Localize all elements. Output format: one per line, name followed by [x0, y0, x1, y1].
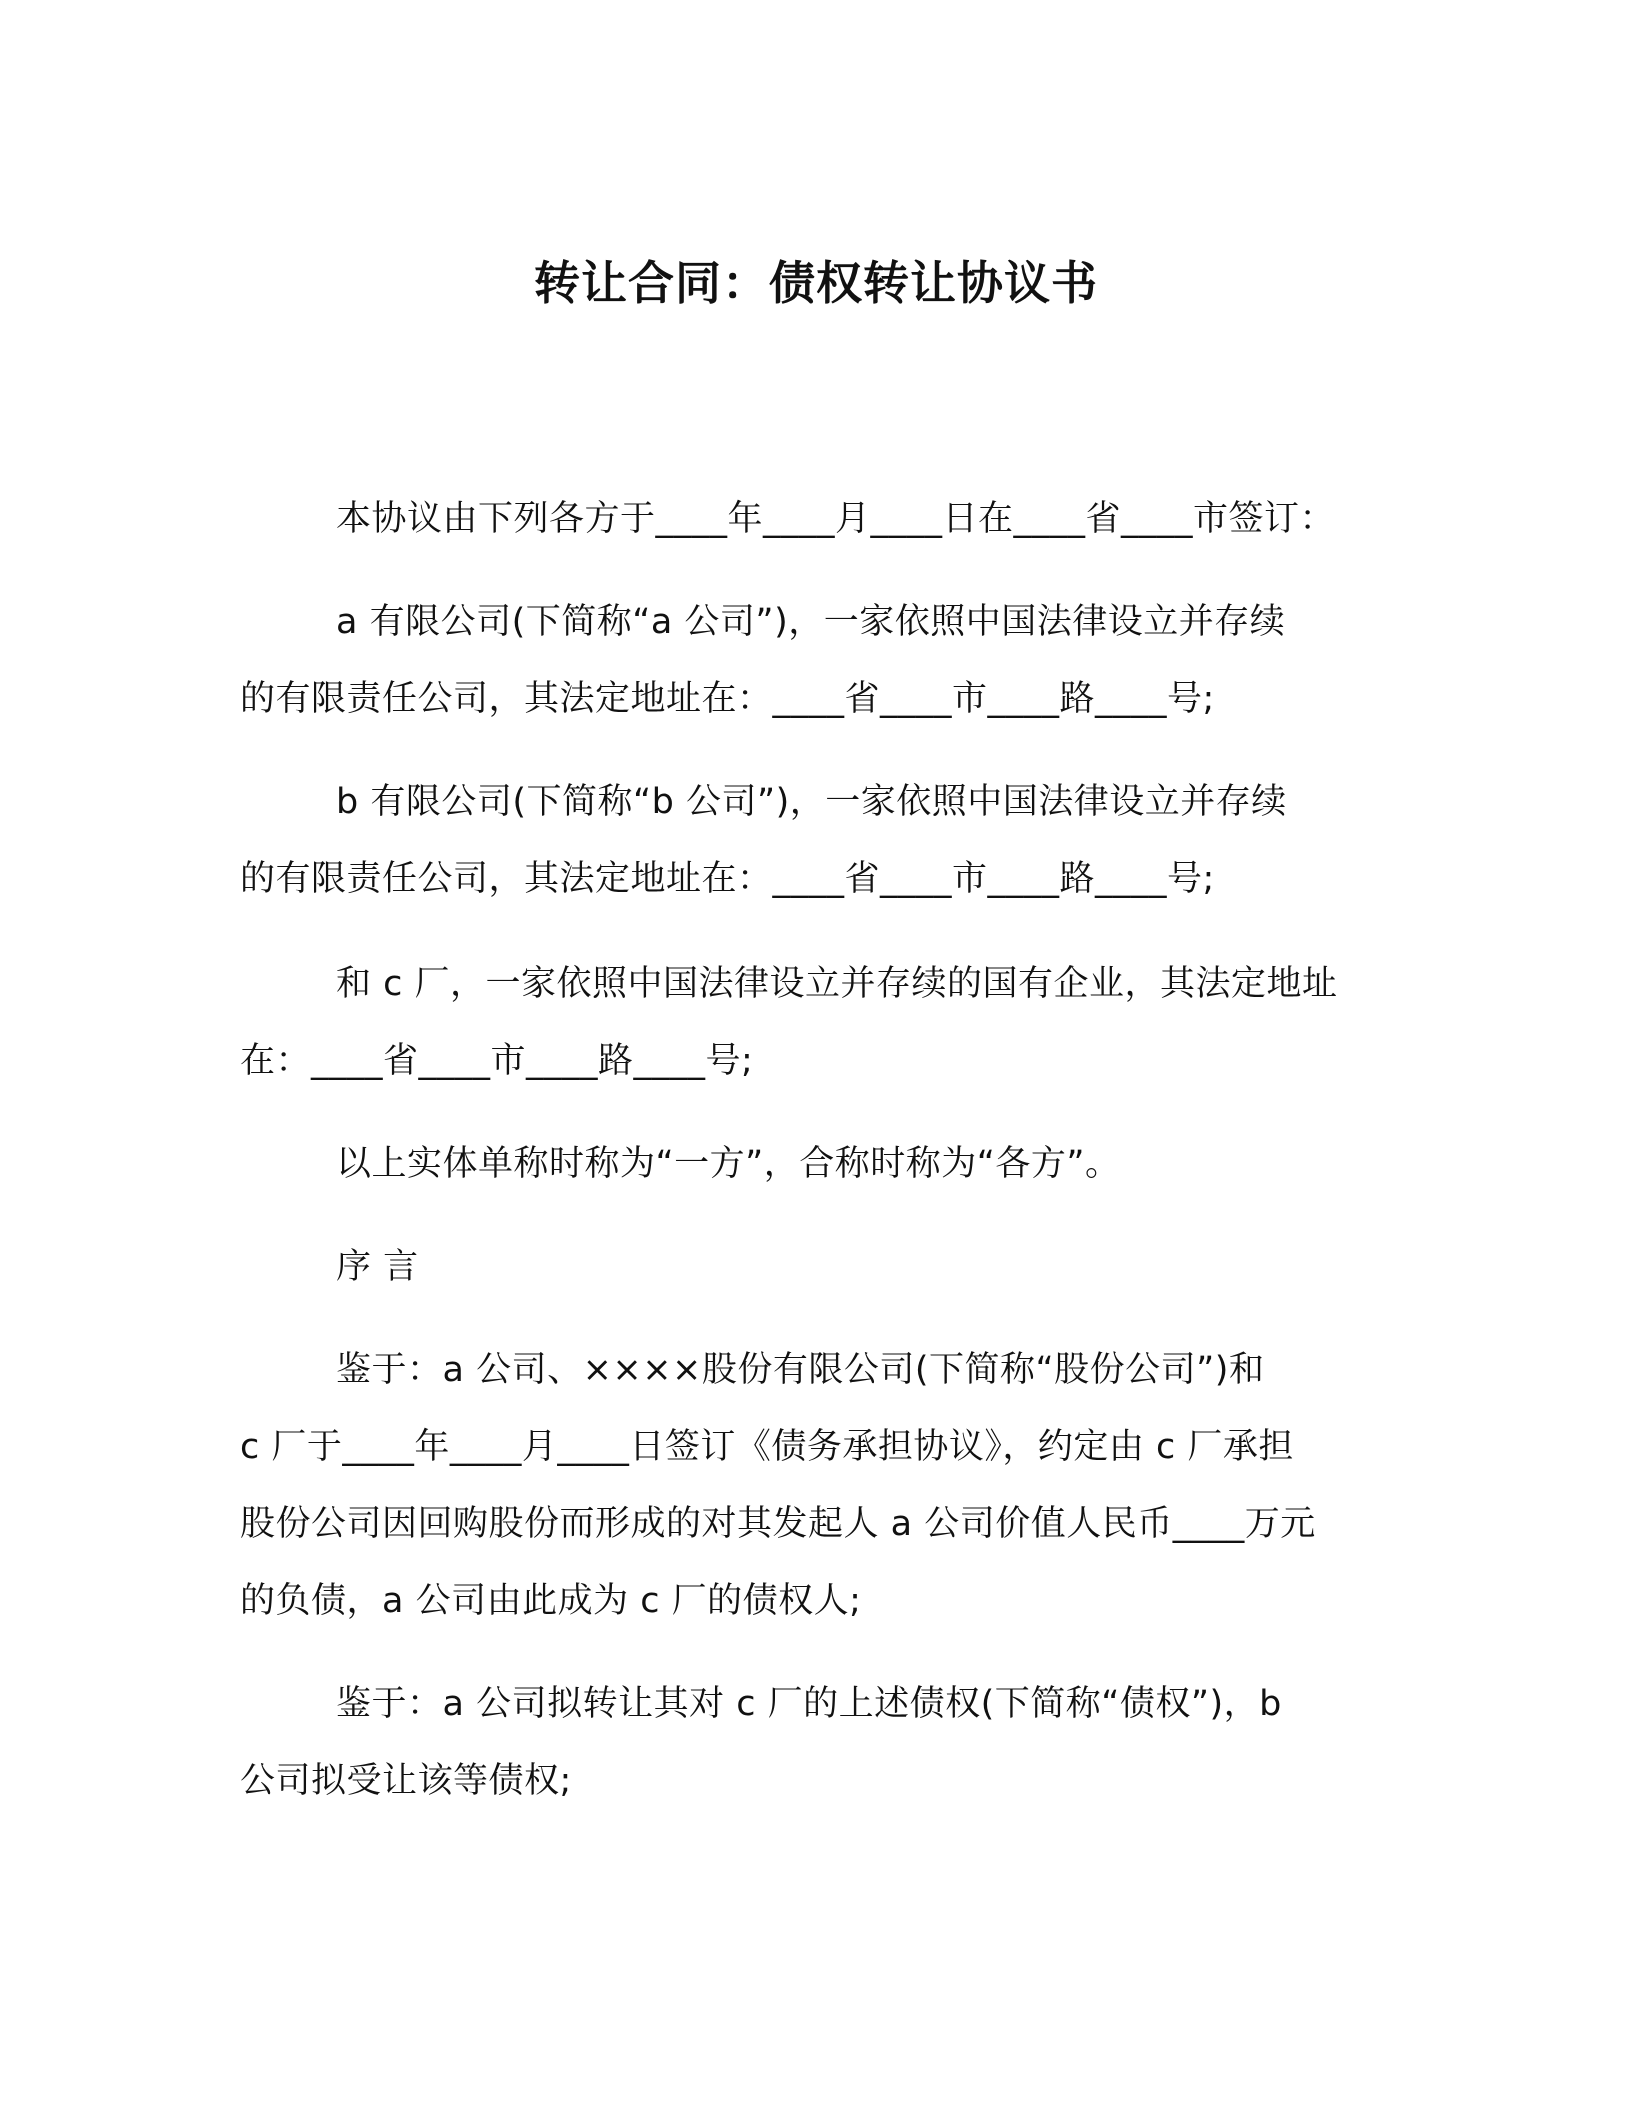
paragraph-line: 和 c 厂，一家依照中国法律设立并存续的国有企业，其法定地址 — [336, 964, 1338, 1004]
section-heading-preamble — [240, 1229, 1410, 1306]
paragraph-line: 股份公司因回购股份而形成的对其发起人 a 公司价值人民币____万元 — [240, 1504, 1316, 1544]
paragraph-line: c 厂于____年____月____日签订《债务承担协议》，约定由 c 厂承担 — [240, 1427, 1294, 1467]
paragraph-party-a — [240, 584, 1410, 738]
paragraph-whereas-2 — [240, 1666, 1410, 1820]
paragraph-definitions — [240, 1126, 1410, 1203]
paragraph-line: 的有限责任公司，其法定地址在：____省____市____路____号; — [240, 679, 1215, 719]
paragraph-line: 以上实体单称时称为“一方”，合称时称为“各方”。 — [336, 1144, 1121, 1184]
paragraph-line: 的有限责任公司，其法定地址在：____省____市____路____号; — [240, 859, 1215, 899]
paragraph-line: 鉴于：a 公司、××××股份有限公司(下简称“股份公司”)和 — [336, 1350, 1265, 1390]
paragraph-party-b — [240, 764, 1410, 918]
paragraph-line: a 有限公司(下简称“a 公司”)，一家依照中国法律设立并存续 — [336, 602, 1286, 642]
paragraph-line: b 有限公司(下简称“b 公司”)，一家依照中国法律设立并存续 — [336, 782, 1287, 822]
paragraph-line: 序 言 — [336, 1247, 419, 1287]
document-title: 转让合同：债权转让协议书 — [534, 255, 1098, 310]
paragraph-line: 鉴于：a 公司拟转让其对 c 厂的上述债权(下简称“债权”)，b — [336, 1684, 1282, 1724]
paragraph-party-c — [240, 946, 1410, 1100]
paragraph-line: 在：____省____市____路____号; — [240, 1041, 754, 1081]
paragraph-line: 本协议由下列各方于____年____月____日在____省____市签订： — [336, 499, 1336, 539]
paragraph-line: 公司拟受让该等债权; — [240, 1761, 572, 1801]
paragraph-line: 的负债，a 公司由此成为 c 厂的债权人; — [240, 1581, 862, 1621]
paragraph-signing — [240, 481, 1410, 558]
paragraph-whereas-1 — [240, 1332, 1410, 1640]
